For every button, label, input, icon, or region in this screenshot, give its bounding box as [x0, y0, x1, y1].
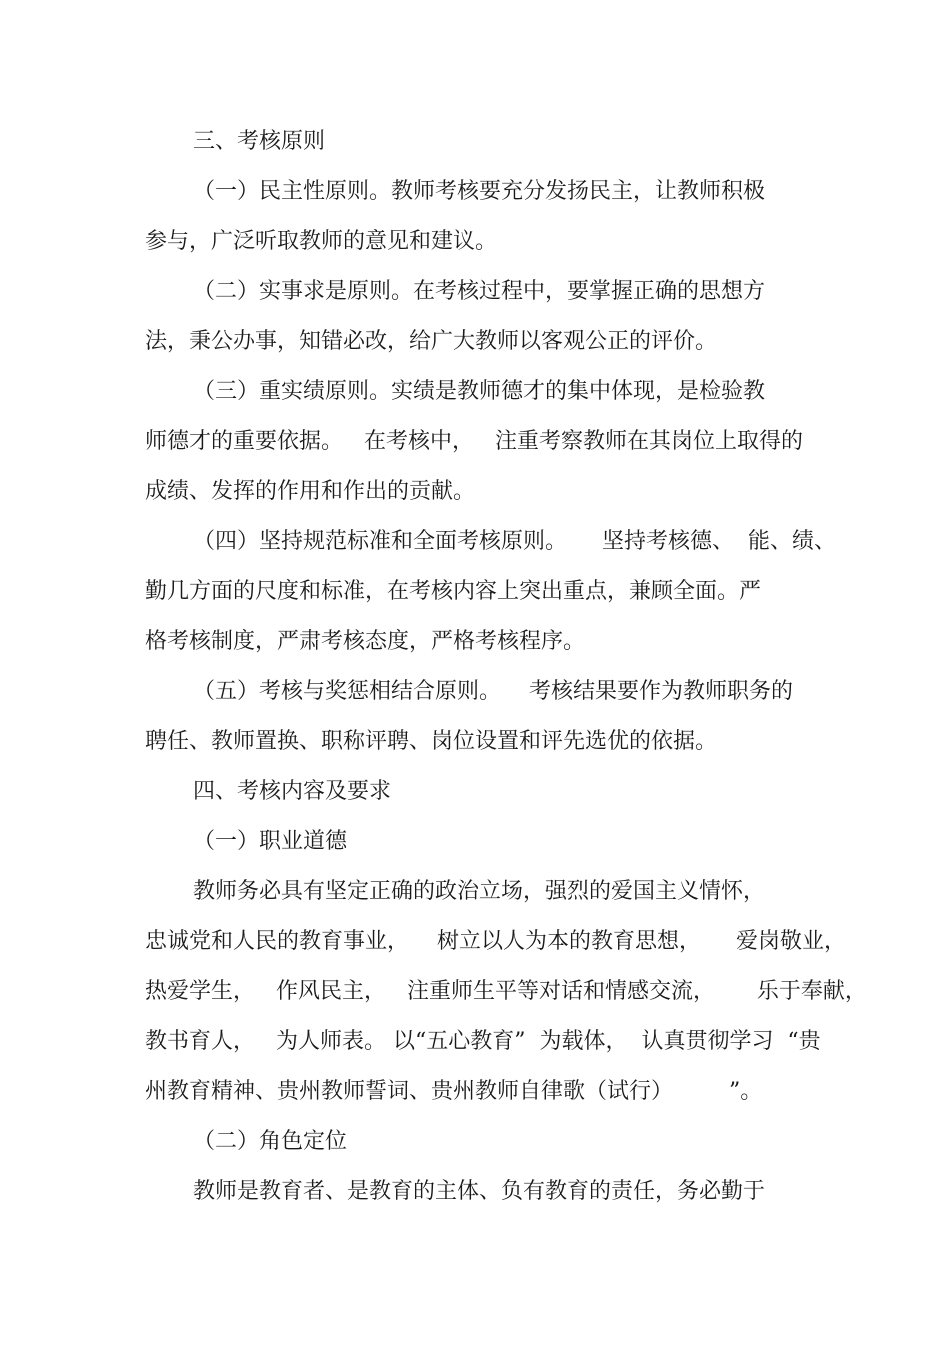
paragraph-line: （五）考核与奖惩相结合原则。 考核结果要作为教师职务的	[193, 679, 793, 704]
paragraph-line: 教书育人， 为人师表。 以“五心教育” 为载体， 认真贯彻学习 “贵	[145, 1029, 821, 1054]
subsection-heading: （一）职业道德	[193, 829, 348, 854]
paragraph-line: 忠诚党和人民的教育事业， 树立以人为本的教育思想， 爱岗敬业，	[145, 929, 846, 954]
paragraph-line: （三）重实绩原则。实绩是教师德才的集中体现，是检验教	[193, 379, 766, 404]
paragraph-line: （四）坚持规范标准和全面考核原则。 坚持考核德、 能、绩、	[193, 529, 836, 554]
section-heading-4: 四、考核内容及要求	[193, 779, 392, 804]
paragraph-line: 师德才的重要依据。 在考核中， 注重考察教师在其岗位上取得的	[145, 429, 803, 454]
paragraph-line: 聘任、教师置换、职称评聘、岗位设置和评先选优的依据。	[145, 729, 718, 754]
paragraph-line: 勤几方面的尺度和标准，在考核内容上突出重点，兼顾全面。严	[145, 579, 762, 604]
paragraph-line: 法，秉公办事，知错必改，给广大教师以客观公正的评价。	[145, 329, 718, 354]
paragraph-line: （二）实事求是原则。在考核过程中，要掌握正确的思想方	[193, 279, 766, 304]
paragraph-line: （一）民主性原则。教师考核要充分发扬民主，让教师积极	[193, 179, 766, 204]
paragraph-line: 州教育精神、贵州教师誓词、贵州教师自律歌（试行） ”。	[145, 1079, 763, 1104]
section-heading-3: 三、考核原则	[193, 129, 326, 154]
paragraph-line: 教师是教育者、是教育的主体、负有教育的责任，务必勤于	[193, 1179, 766, 1204]
paragraph-line: 热爱学生， 作风民主， 注重师生平等对话和情感交流， 乐于奉献，	[145, 979, 867, 1004]
subsection-heading: （二）角色定位	[193, 1129, 348, 1154]
paragraph-line: 格考核制度，严肃考核态度，严格考核程序。	[145, 629, 586, 654]
paragraph-line: 教师务必具有坚定正确的政治立场，强烈的爱国主义情怀，	[193, 879, 766, 904]
paragraph-line: 成绩、发挥的作用和作出的贡献。	[145, 479, 476, 504]
paragraph-line: 参与，广泛听取教师的意见和建议。	[145, 229, 498, 254]
